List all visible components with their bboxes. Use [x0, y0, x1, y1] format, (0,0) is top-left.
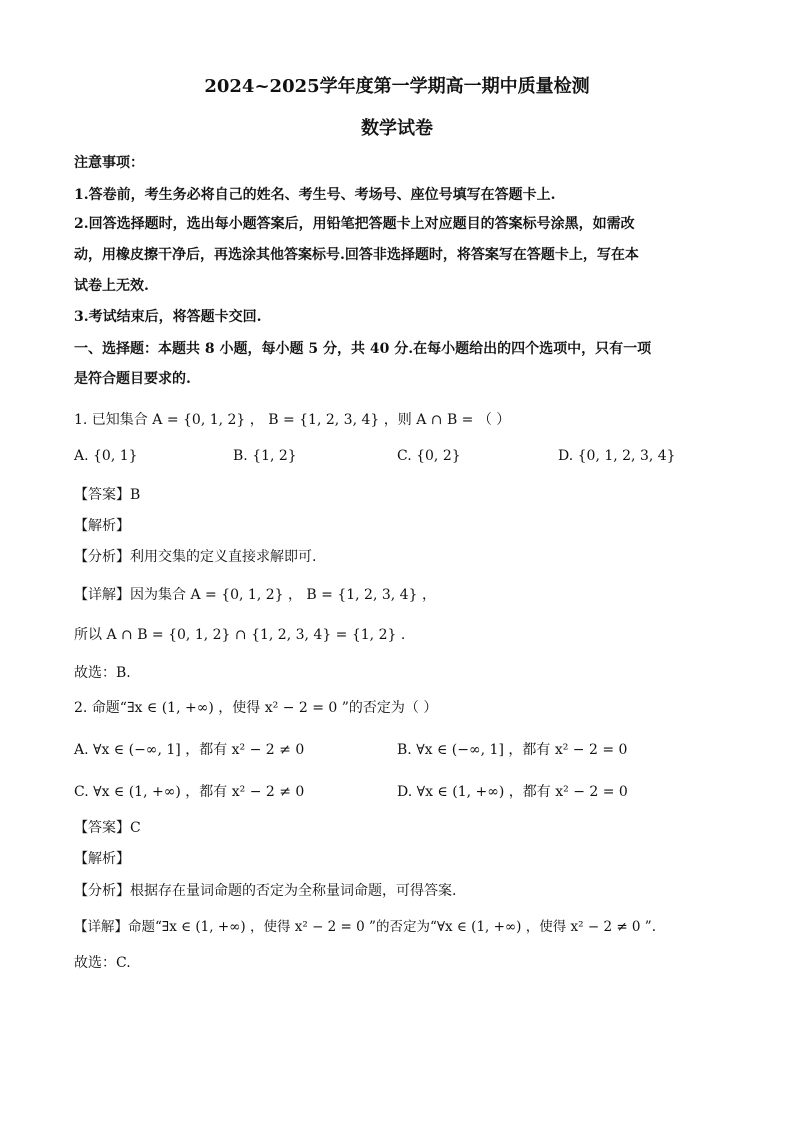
q2-analysis-label: 【解析】: [74, 851, 130, 867]
page-title: 2024~2025学年度第一学期高一期中质量检测: [204, 76, 590, 97]
notes-item-3: 3.考试结束后，将答题卡交回.: [74, 309, 262, 325]
notes-heading: 注意事项：: [74, 155, 144, 171]
q1-work: 所以 A ∩ B = {0, 1, 2} ∩ {1, 2, 3, 4} = {1, 2} .: [74, 627, 406, 643]
q2-option-d: D. ∀x ∈ (1, +∞) ，都有 x² − 2 = 0: [397, 784, 628, 800]
q1-fenxi: 【分析】利用交集的定义直接求解即可.: [74, 549, 317, 565]
q1-option-a: A. {0, 1}: [74, 448, 138, 464]
q1-stem: 1. 已知集合 A = {0, 1, 2} ， B = {1, 2, 3, 4} ，则 A ∩ B = （ ）: [74, 412, 511, 428]
q2-option-c: C. ∀x ∈ (1, +∞) ，都有 x² − 2 ≠ 0: [74, 784, 305, 800]
q1-option-d: D. {0, 1, 2, 3, 4}: [558, 448, 676, 464]
q1-option-c: C. {0, 2}: [397, 448, 461, 464]
q1-xiangjie: 【详解】因为集合 A = {0, 1, 2} ， B = {1, 2, 3, 4} ，: [74, 587, 436, 603]
section-heading-line-1: 一、选择题：本题共 8 小题，每小题 5 分，共 40 分.在每小题给出的四个选项中，只有一项: [74, 341, 652, 357]
q2-fenxi: 【分析】根据存在量词命题的否定为全称量词命题，可得答案.: [74, 883, 457, 899]
q2-stem: 2. 命题“∃x ∈ (1, +∞) ，使得 x² − 2 = 0 ”的否定为（ ）: [74, 700, 438, 716]
q1-option-b: B. {1, 2}: [233, 448, 297, 464]
q2-option-a: A. ∀x ∈ (−∞, 1] ，都有 x² − 2 ≠ 0: [74, 742, 305, 758]
q1-choose: 故选：B.: [74, 665, 131, 681]
q1-answer: 【答案】B: [74, 487, 141, 503]
q2-option-b: B. ∀x ∈ (−∞, 1] ，都有 x² − 2 = 0: [397, 742, 628, 758]
section-heading-line-2: 是符合题目要求的.: [74, 371, 191, 387]
q2-choose: 故选：C.: [74, 955, 131, 971]
notes-item-2-line-2: 动，用橡皮擦干净后，再选涂其他答案标号.回答非选择题时，将答案写在答题卡上，写在本: [74, 247, 639, 263]
q2-xiangjie: 【详解】命题“∃x ∈ (1, +∞) ，使得 x² − 2 = 0 ”的否定为“∀x ∈ (1, +∞) ，使得 x² − 2 ≠ 0 ”.: [74, 919, 657, 935]
notes-item-2-line-3: 试卷上无效.: [74, 278, 149, 294]
notes-item-2-line-1: 2.回答选择题时，选出每小题答案后，用铅笔把答题卡上对应题目的答案标号涂黑，如需改: [74, 216, 635, 232]
notes-item-1: 1.答卷前，考生务必将自己的姓名、考生号、考场号、座位号填写在答题卡上.: [74, 187, 556, 203]
page-subtitle: 数学试卷: [361, 118, 433, 139]
q1-analysis-label: 【解析】: [74, 518, 130, 534]
q2-answer: 【答案】C: [74, 820, 141, 836]
